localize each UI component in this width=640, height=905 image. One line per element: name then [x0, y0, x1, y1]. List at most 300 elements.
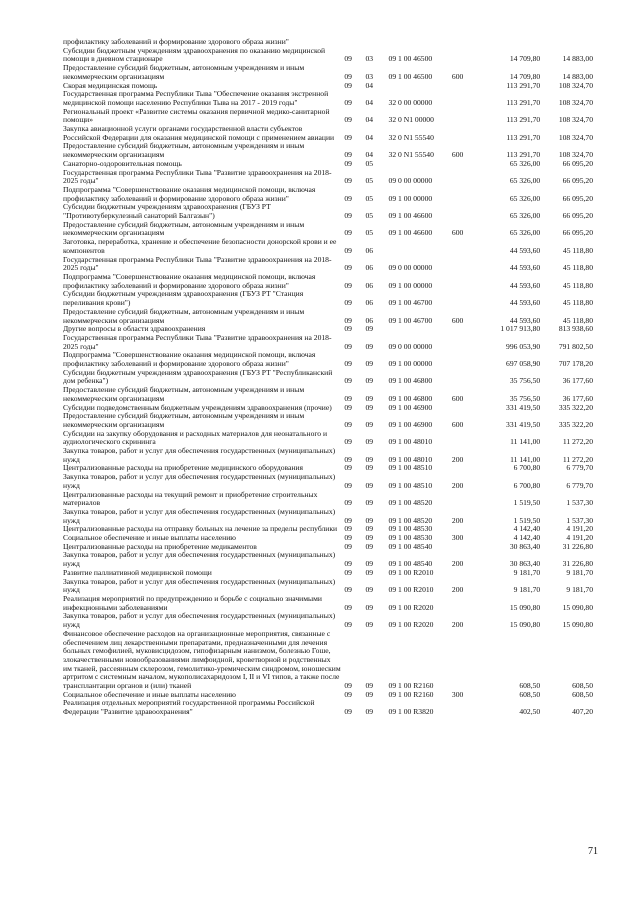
- subsection-code: 09: [365, 620, 374, 630]
- expense-type-code: 200: [451, 454, 464, 464]
- row-name: [63, 447, 344, 464]
- amount-year-1: 331 419,50: [506, 419, 541, 429]
- row-name-line: больных гемофилией, муковисцидозом, гипофизарным нанизмом, болезнью Гоше,: [63, 646, 331, 656]
- amount-year-2: 108 324,70: [558, 132, 593, 142]
- row-name-line: Предоставление субсидий бюджетным, автономным учреждениям и иным: [63, 219, 305, 229]
- row-name-line: Предоставление субсидий бюджетным, автономным учреждениям и иным: [63, 306, 305, 316]
- row-name-line: Предоставление субсидий бюджетным, автономным учреждениям и иным: [63, 411, 305, 421]
- section-code: 09: [344, 559, 352, 569]
- row-name-line: Государственная программа Республики Тыва "Развитие здравоохранения на 2018-: [63, 167, 332, 177]
- target-article-code: 09 0 00 00000: [388, 341, 433, 351]
- target-article-code: 32 0 00 00000: [388, 97, 433, 107]
- row-name-line: помощи»: [63, 115, 94, 125]
- section-code: 09: [344, 80, 352, 90]
- amount-year-2: 9 181,70: [566, 567, 593, 577]
- target-article-code: 09 1 00 00000: [388, 280, 433, 290]
- row-name: [63, 256, 344, 273]
- row-name-line: 2025 годы": [63, 176, 99, 186]
- target-article-code: 09 1 00 46600: [388, 228, 433, 238]
- target-article-code: 09 1 00 46500: [388, 54, 433, 64]
- row-name-line: профилактику заболеваний и формирование здорового образа жизни": [63, 359, 289, 369]
- amount-year-2: 108 324,70: [558, 150, 593, 160]
- row-name-line: Закупка товаров, работ и услуг для обеспечения государственных (муниципальных): [63, 506, 336, 516]
- section-code: 09: [344, 541, 352, 551]
- target-article-code: 09 1 00 48520: [388, 515, 433, 525]
- row-name-line: Подпрограмма "Совершенствование оказания медицинской помощи, включая: [63, 271, 316, 281]
- row-name-line: некоммерческим организациям: [63, 393, 165, 403]
- row-name: [63, 125, 344, 142]
- section-code: 09: [344, 463, 352, 473]
- section-code: 09: [344, 245, 352, 255]
- amount-year-2: 707 178,20: [558, 359, 593, 369]
- subsection-code: 09: [365, 559, 374, 569]
- row-name-line: Государственная программа Республики Тыва "Обеспечение оказания экстренной: [63, 89, 329, 99]
- expense-type-code: 300: [451, 533, 464, 543]
- subsection-code: 03: [365, 71, 374, 81]
- target-article-code: 09 1 00 48520: [388, 498, 433, 508]
- amount-year-1: 15 090,80: [509, 620, 541, 630]
- target-article-code: 32 0 N1 55540: [388, 132, 434, 142]
- subsection-code: 09: [365, 567, 374, 577]
- table-row: [63, 169, 593, 186]
- row-name-line: Закупка авиационной услуги органами государственной власти субъектов: [63, 124, 303, 134]
- amount-year-1: 65 326,00: [509, 228, 541, 238]
- row-name-line: Подпрограмма "Совершенствование оказания медицинской помощи, включая: [63, 350, 316, 360]
- amount-year-2: 15 090,80: [562, 602, 593, 612]
- row-name-line: Финансовое обеспечение расходов на организационные мероприятия, связанные с: [63, 628, 331, 638]
- subsection-code: 06: [365, 245, 374, 255]
- amount-year-2: 45 118,80: [562, 298, 593, 308]
- table-row: [63, 108, 593, 125]
- row-name-line: Предоставление субсидий бюджетным, автономным учреждениям и иным: [63, 385, 305, 395]
- target-article-code: 09 1 00 46900: [388, 419, 433, 429]
- subsection-code: 09: [365, 689, 374, 699]
- row-name-line: некоммерческим организациям: [63, 150, 165, 160]
- subsection-code: 09: [365, 376, 374, 386]
- row-name-line: инфекционными заболеваниями: [63, 602, 168, 612]
- amount-year-2: 45 118,80: [562, 263, 593, 273]
- section-code: 09: [344, 211, 352, 221]
- target-article-code: 09 1 00 48530: [388, 524, 433, 534]
- amount-year-2: 6 779,70: [566, 463, 593, 473]
- amount-year-2: 9 181,70: [566, 585, 593, 595]
- row-name-line: Закупка товаров, работ и услуг для обеспечения государственных (муниципальных): [63, 446, 336, 456]
- row-name: [63, 169, 344, 186]
- row-name-line: некоммерческим организациям: [63, 315, 165, 325]
- table-row: [63, 595, 593, 612]
- section-code: 09: [344, 689, 352, 699]
- row-name: [63, 47, 344, 64]
- amount-year-2: 45 118,80: [562, 245, 593, 255]
- row-name-line: некоммерческим организациям: [63, 71, 165, 81]
- amount-year-1: 44 593,60: [509, 263, 541, 273]
- section-code: 09: [344, 228, 352, 238]
- subsection-code: 04: [365, 150, 374, 160]
- row-name-line: Социальное обеспечение и иные выплаты населению: [63, 689, 236, 699]
- amount-year-1: 65 326,00: [509, 158, 541, 168]
- row-name: [63, 612, 344, 629]
- target-article-code: 09 1 00 48510: [388, 463, 433, 473]
- amount-year-1: 6 700,80: [513, 480, 541, 490]
- section-code: 09: [344, 359, 352, 369]
- row-name-line: Закупка товаров, работ и услуг для обеспечения государственных (муниципальных): [63, 550, 336, 560]
- amount-year-1: 11 141,00: [510, 454, 541, 464]
- row-name: [63, 386, 344, 403]
- page-number: 71: [588, 846, 598, 857]
- row-name: [63, 491, 344, 508]
- subsection-code: 05: [365, 193, 374, 203]
- amount-year-1: 11 141,00: [510, 437, 541, 447]
- amount-year-1: 9 181,70: [513, 567, 541, 577]
- amount-year-1: 65 326,00: [509, 193, 541, 203]
- row-name-line: Санаторно-оздоровительная помощь: [63, 158, 182, 168]
- row-name: [63, 308, 344, 325]
- target-article-code: 09 1 00 46700: [388, 315, 433, 325]
- row-name-line: Субсидии подведомственным бюджетным учреждениям здравоохранения (прочие): [63, 402, 332, 412]
- target-article-code: 09 1 00 R3820: [388, 707, 434, 717]
- row-name-line: Предоставление субсидий бюджетным, автономным учреждениям и иным: [63, 63, 305, 73]
- section-code: 09: [344, 376, 352, 386]
- amount-year-1: 35 756,50: [509, 393, 541, 403]
- row-name-line: материалов: [63, 498, 101, 508]
- row-name: [63, 108, 344, 125]
- subsection-code: 05: [365, 211, 374, 221]
- amount-year-2: 66 095,20: [562, 211, 593, 221]
- amount-year-2: 4 191,20: [566, 533, 593, 543]
- section-code: 09: [344, 97, 352, 107]
- amount-year-2: 407,20: [572, 707, 593, 717]
- row-name: [63, 238, 344, 255]
- row-name-line: Централизованные расходы на приобретение медицинского оборудования: [63, 463, 303, 473]
- table-row: [63, 64, 593, 81]
- expense-type-code: 200: [451, 480, 464, 490]
- subsection-code: 09: [365, 359, 374, 369]
- amount-year-1: 44 593,60: [509, 315, 541, 325]
- row-name: [63, 334, 344, 351]
- row-name-line: 2025 годы": [63, 341, 99, 351]
- table-row: [63, 238, 593, 255]
- target-article-code: 09 1 00 48530: [388, 533, 433, 543]
- amount-year-2: 45 118,80: [562, 315, 593, 325]
- row-name-line: профилактику заболеваний и формирование здорового образа жизни": [63, 37, 289, 46]
- row-name-line: им тканей, рассеянным склерозом, гемолитико-уремическим синдромом, юношеским: [63, 663, 341, 673]
- section-code: 09: [344, 437, 352, 447]
- row-name-line: Закупка товаров, работ и услуг для обеспечения государственных (муниципальных): [63, 611, 336, 621]
- section-code: 09: [344, 176, 352, 186]
- amount-year-1: 44 593,60: [509, 245, 541, 255]
- row-name-line: Субсидии бюджетным учреждениям здравоохранения (ГБУЗ РТ "Республиканский: [63, 367, 333, 377]
- section-code: 09: [344, 402, 352, 412]
- amount-year-1: 331 419,50: [506, 402, 541, 412]
- section-code: 09: [344, 524, 352, 534]
- section-code: 09: [344, 480, 352, 490]
- amount-year-2: 11 272,20: [562, 437, 593, 447]
- amount-year-2: 14 883,00: [562, 54, 593, 64]
- table-row: [63, 386, 593, 403]
- subsection-code: 05: [365, 228, 374, 238]
- amount-year-2: 36 177,60: [562, 376, 593, 386]
- table-row: [63, 334, 593, 351]
- subsection-code: 09: [365, 454, 374, 464]
- target-article-code: 32 0 N1 55540: [388, 150, 434, 160]
- target-article-code: 09 0 00 00000: [388, 176, 433, 186]
- section-code: 09: [344, 567, 352, 577]
- target-article-code: 09 1 00 46600: [388, 211, 433, 221]
- amount-year-1: 1 519,50: [513, 498, 541, 508]
- target-article-code: 09 1 00 R2160: [388, 689, 434, 699]
- amount-year-1: 697 058,90: [506, 359, 541, 369]
- target-article-code: 09 1 00 R2020: [388, 602, 434, 612]
- subsection-code: 09: [365, 437, 374, 447]
- row-name-line: некоммерческим организациям: [63, 228, 165, 238]
- amount-year-1: 113 291,70: [506, 115, 541, 125]
- row-name-line: Централизованные расходы на приобретение медикаментов: [63, 541, 257, 551]
- row-name-line: переливания крови"): [63, 298, 131, 308]
- row-name-line: некоммерческим организациям: [63, 419, 165, 429]
- subsection-code: 09: [365, 402, 374, 412]
- row-name-line: "Противотуберкулезный санаторий Балгазын"): [63, 211, 215, 221]
- row-name-line: профилактику заболеваний и формирование здорового образа жизни": [63, 280, 289, 290]
- subsection-code: 09: [365, 324, 374, 334]
- row-name-line: дом ребенка"): [63, 376, 109, 386]
- expense-type-code: 600: [451, 393, 464, 403]
- subsection-code: 09: [365, 602, 374, 612]
- row-name: [63, 595, 344, 612]
- amount-year-1: 402,50: [519, 707, 541, 717]
- section-code: 09: [344, 341, 352, 351]
- subsection-code: 06: [365, 280, 374, 290]
- amount-year-2: 31 226,80: [562, 541, 593, 551]
- table-row: [63, 630, 593, 691]
- target-article-code: 09 1 00 48010: [388, 437, 433, 447]
- amount-year-1: 113 291,70: [506, 132, 541, 142]
- section-code: 09: [344, 315, 352, 325]
- row-name-line: нужд: [63, 559, 80, 569]
- target-article-code: 09 1 00 R2010: [388, 567, 434, 577]
- target-article-code: 09 1 00 46900: [388, 402, 433, 412]
- subsection-code: 09: [365, 393, 374, 403]
- amount-year-2: 31 226,80: [562, 559, 593, 569]
- row-name-line: Субсидии бюджетным учреждениям здравоохранения (ГБУЗ РТ "Станция: [63, 289, 304, 299]
- section-code: 09: [344, 681, 352, 691]
- table-row: [63, 551, 593, 568]
- row-name-line: Развитие паллиативной медицинской помощи: [63, 567, 212, 577]
- row-name-line: Социальное обеспечение и иные выплаты населению: [63, 533, 236, 543]
- amount-year-1: 65 326,00: [509, 176, 541, 186]
- row-name-line: Закупка товаров, работ и услуг для обеспечения государственных (муниципальных): [63, 576, 336, 586]
- expense-type-code: 600: [451, 150, 464, 160]
- table-row: [63, 256, 593, 273]
- amount-year-1: 30 863,40: [509, 559, 541, 569]
- target-article-code: 09 1 00 R2160: [388, 681, 434, 691]
- table-row: [63, 578, 593, 595]
- target-article-code: 09 1 00 00000: [388, 359, 433, 369]
- table-row: [63, 430, 593, 447]
- table-row: [63, 699, 593, 716]
- target-article-code: 09 1 00 46500: [388, 71, 433, 81]
- section-code: 09: [344, 324, 352, 334]
- amount-year-2: 791 802,50: [558, 341, 593, 351]
- amount-year-1: 608,50: [519, 681, 541, 691]
- amount-year-2: 108 324,70: [558, 97, 593, 107]
- row-name: [63, 369, 344, 386]
- row-name: [63, 473, 344, 490]
- target-article-code: 09 1 00 48510: [388, 480, 433, 490]
- row-name: [63, 142, 344, 159]
- amount-year-2: 14 883,00: [562, 71, 593, 81]
- row-name-line: Российской Федерации для оказания медицинской помощи с применением авиации: [63, 132, 335, 142]
- target-article-code: 09 1 00 48540: [388, 559, 433, 569]
- row-name-line: Государственная программа Республики Тыва "Развитие здравоохранения на 2018-: [63, 254, 332, 264]
- section-code: 09: [344, 193, 352, 203]
- target-article-code: 09 1 00 R2010: [388, 585, 434, 595]
- row-name-line: Подпрограмма "Совершенствование оказания медицинской помощи, включая: [63, 184, 316, 194]
- subsection-code: 09: [365, 498, 374, 508]
- row-name-line: Закупка товаров, работ и услуг для обеспечения государственных (муниципальных): [63, 472, 336, 482]
- row-name: [63, 430, 344, 447]
- subsection-code: 03: [365, 54, 374, 64]
- section-code: 09: [344, 707, 352, 717]
- row-name-line: нужд: [63, 585, 80, 595]
- row-name: [63, 64, 344, 81]
- subsection-code: 04: [365, 97, 374, 107]
- row-name-line: нужд: [63, 480, 80, 490]
- amount-year-1: 14 709,80: [509, 71, 541, 81]
- amount-year-1: 4 142,40: [513, 533, 541, 543]
- row-name-line: Реализация отдельных мероприятий государственной программы Российской: [63, 698, 315, 708]
- amount-year-1: 15 090,80: [509, 602, 541, 612]
- subsection-code: 05: [365, 176, 374, 186]
- table-row: [63, 186, 593, 203]
- amount-year-1: 1 519,50: [513, 515, 541, 525]
- section-code: 09: [344, 620, 352, 630]
- row-name: [63, 221, 344, 238]
- row-name-line: Скорая медицинская помощь: [63, 80, 158, 90]
- section-code: 09: [344, 498, 352, 508]
- row-name-line: Реализация мероприятий по предупреждению и борьбе с социально значимыми: [63, 594, 322, 603]
- amount-year-2: 1 537,30: [566, 515, 593, 525]
- target-article-code: 09 0 00 00000: [388, 263, 433, 273]
- section-code: 09: [344, 280, 352, 290]
- amount-year-2: 6 779,70: [566, 480, 593, 490]
- budget-table: [63, 38, 593, 717]
- amount-year-1: 65 326,00: [509, 211, 541, 221]
- subsection-code: 05: [365, 158, 374, 168]
- amount-year-2: 66 095,20: [562, 176, 593, 186]
- amount-year-2: 66 095,20: [562, 193, 593, 203]
- amount-year-2: 108 324,70: [558, 80, 593, 90]
- row-name-line: Централизованные расходы на отправку больных на лечение за пределы республики: [63, 524, 338, 534]
- amount-year-2: 4 191,20: [566, 524, 593, 534]
- row-name-line: трансплантации органов и (или) тканей: [63, 681, 192, 691]
- amount-year-1: 35 756,50: [509, 376, 541, 386]
- row-name-line: профилактику заболеваний и формирование здорового образа жизни": [63, 193, 289, 203]
- row-name: [63, 551, 344, 568]
- row-name-line: Централизованные расходы на текущий ремонт и приобретение строительных: [63, 489, 318, 499]
- subsection-code: 09: [365, 585, 374, 595]
- row-name-line: нужд: [63, 454, 80, 464]
- amount-year-1: 14 709,80: [509, 54, 541, 64]
- row-name-line: медицинской помощи населению Республики Тыва на 2017 - 2019 годы": [63, 97, 298, 107]
- subsection-code: 06: [365, 315, 374, 325]
- table-row: [63, 142, 593, 159]
- table-row: [63, 273, 593, 290]
- section-code: 09: [344, 454, 352, 464]
- subsection-code: 04: [365, 115, 374, 125]
- table-row: [63, 308, 593, 325]
- amount-year-2: 813 938,60: [558, 324, 593, 334]
- expense-type-code: 200: [451, 559, 464, 569]
- row-name: [63, 630, 344, 691]
- row-name: [63, 290, 344, 307]
- amount-year-2: 66 095,20: [562, 228, 593, 238]
- subsection-code: 09: [365, 541, 374, 551]
- expense-type-code: 600: [451, 419, 464, 429]
- section-code: 09: [344, 298, 352, 308]
- section-code: 09: [344, 585, 352, 595]
- subsection-code: 04: [365, 80, 374, 90]
- expense-type-code: 600: [451, 315, 464, 325]
- section-code: 09: [344, 71, 352, 81]
- expense-type-code: 200: [451, 620, 464, 630]
- amount-year-2: 1 537,30: [566, 498, 593, 508]
- table-row: [63, 508, 593, 525]
- amount-year-2: 45 118,80: [562, 280, 593, 290]
- table-row: [63, 491, 593, 508]
- section-code: 09: [344, 263, 352, 273]
- amount-year-2: 36 177,60: [562, 393, 593, 403]
- amount-year-1: 4 142,40: [513, 524, 541, 534]
- row-name-line: Федерации "Развитие здравоохранения": [63, 707, 193, 717]
- table-row: [63, 369, 593, 386]
- section-code: 09: [344, 132, 352, 142]
- target-article-code: 09 1 00 R2020: [388, 620, 434, 630]
- section-code: 09: [344, 419, 352, 429]
- subsection-code: 09: [365, 419, 374, 429]
- amount-year-1: 113 291,70: [506, 97, 541, 107]
- table-row: [63, 90, 593, 107]
- amount-year-2: 11 272,20: [562, 454, 593, 464]
- row-name-line: артритом с системным началом, мукополисахаридозом I, II и VI типов, а также после: [63, 672, 340, 682]
- row-name-line: аудиологического скрининга: [63, 437, 156, 447]
- row-name-line: компонентов: [63, 245, 105, 255]
- section-code: 09: [344, 393, 352, 403]
- target-article-code: 32 0 N1 00000: [388, 115, 434, 125]
- amount-year-1: 1 017 913,80: [500, 324, 541, 334]
- target-article-code: 09 1 00 46800: [388, 393, 433, 403]
- amount-year-2: 15 090,80: [562, 620, 593, 630]
- table-row: [63, 221, 593, 238]
- amount-year-2: 335 322,20: [558, 419, 593, 429]
- row-name-line: злокачественными новообразованиями лимфоидной, кроветворной и родственных: [63, 654, 331, 664]
- expense-type-code: 200: [451, 515, 464, 525]
- subsection-code: 04: [365, 132, 374, 142]
- row-name-line: Заготовка, переработка, хранение и обеспечение безопасности донорской крови и ее: [63, 237, 337, 247]
- section-code: 09: [344, 115, 352, 125]
- row-name-line: обеспечением лиц лекарственными препаратами, предназначенными для лечения: [63, 637, 328, 647]
- table-row: [63, 290, 593, 307]
- subsection-code: 09: [365, 533, 374, 543]
- table-row: [63, 612, 593, 629]
- amount-year-1: 44 593,60: [509, 298, 541, 308]
- subsection-code: 09: [365, 707, 374, 717]
- row-name: [63, 90, 344, 107]
- section-code: 09: [344, 54, 352, 64]
- subsection-code: 09: [365, 341, 374, 351]
- row-name-line: Государственная программа Республики Тыва "Развитие здравоохранения на 2018-: [63, 332, 332, 342]
- row-name-line: нужд: [63, 620, 80, 630]
- row-name-line: Другие вопросы в области здравоохранения: [63, 324, 206, 334]
